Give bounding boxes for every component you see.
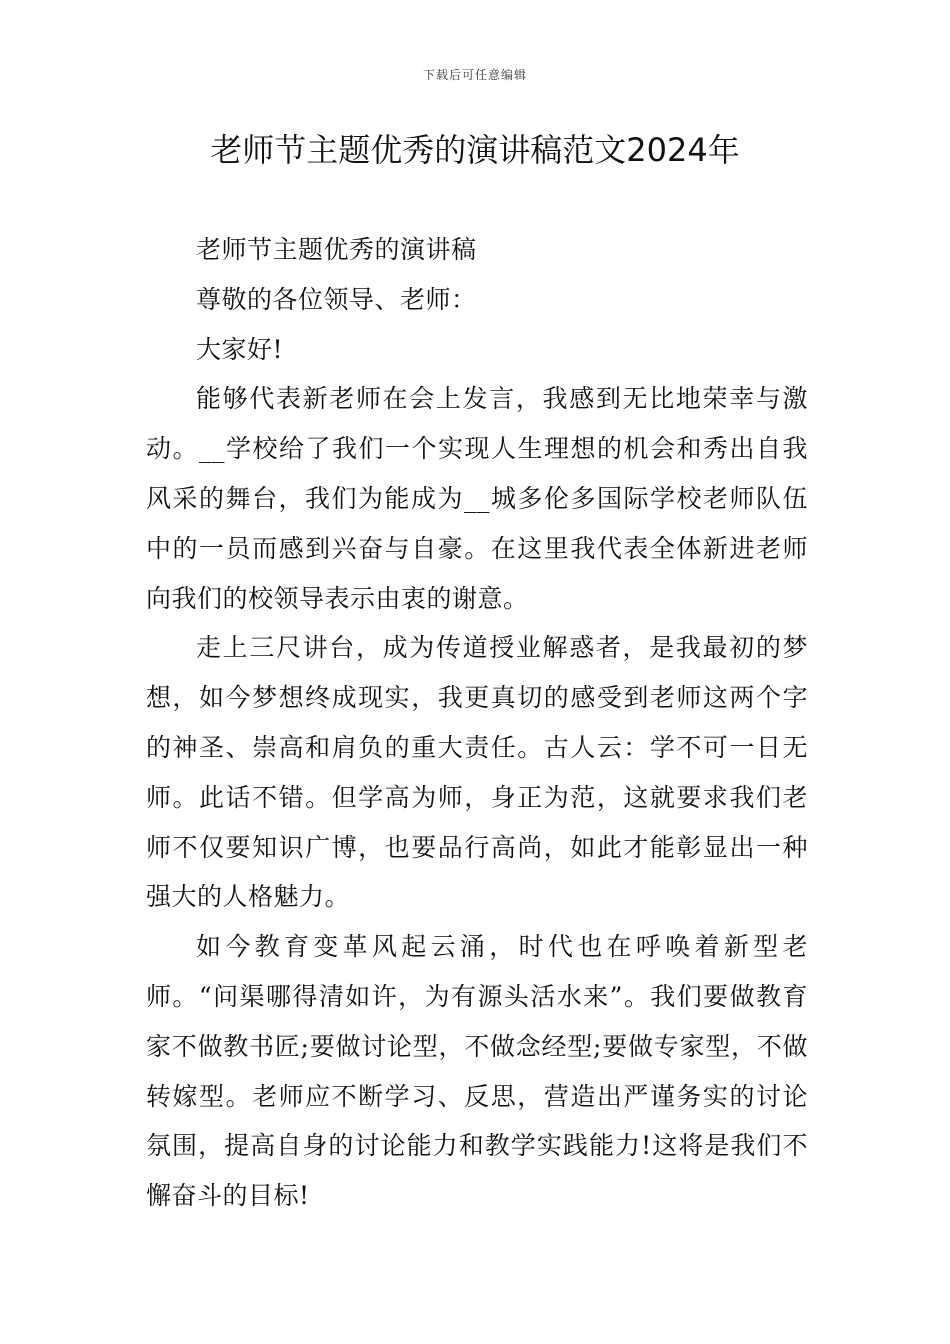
document-body <box>146 225 808 1221</box>
paragraph-speech-heading: 老师节主题优秀的演讲稿 <box>196 235 477 264</box>
paragraph-greeting: 大家好! <box>196 334 284 364</box>
paragraph-body-1: 能够代表新老师在会上发言，我感到无比地荣幸与激动。__学校给了我们一个实现人生理想的机会和秀出自我风采的舞台，我们为能成为__城多伦多国际学校老师队伍中的一员而感到兴奋与自豪。在这里我代表全体新进老师向我们的校领导表示由衷的谢意。 <box>146 384 808 613</box>
paragraph-salutation: 尊敬的各位领导、老师： <box>196 284 477 314</box>
page-header-note: 下载后可任意编辑 <box>422 68 527 82</box>
document-title: 老师节主题优秀的演讲稿范文2024年 <box>210 131 740 169</box>
paragraph-body-2: 走上三尺讲台，成为传道授业解惑者，是我最初的梦想，如今梦想终成现实，我更真切的感受到老师这两个字的神圣、崇高和肩负的重大责任。古人云：学不可一日无师。此话不错。但学高为师，身正为范，这就要求我们老师不仅要知识广博，也要品行高尚，如此才能彰显出一种强大的人格魅力。 <box>146 633 808 912</box>
paragraph-body-3: 如今教育变革风起云涌，时代也在呼唤着新型老师。“问渠哪得清如许，为有源头活水来”。我们要做教育家不做教书匠;要做讨论型，不做念经型;要做专家型，不做转嫁型。老师应不断学习、反思，营造出严谨务实的讨论氛围，提高自身的讨论能力和教学实践能力!这将是我们不懈奋斗的目标! <box>146 932 808 1211</box>
